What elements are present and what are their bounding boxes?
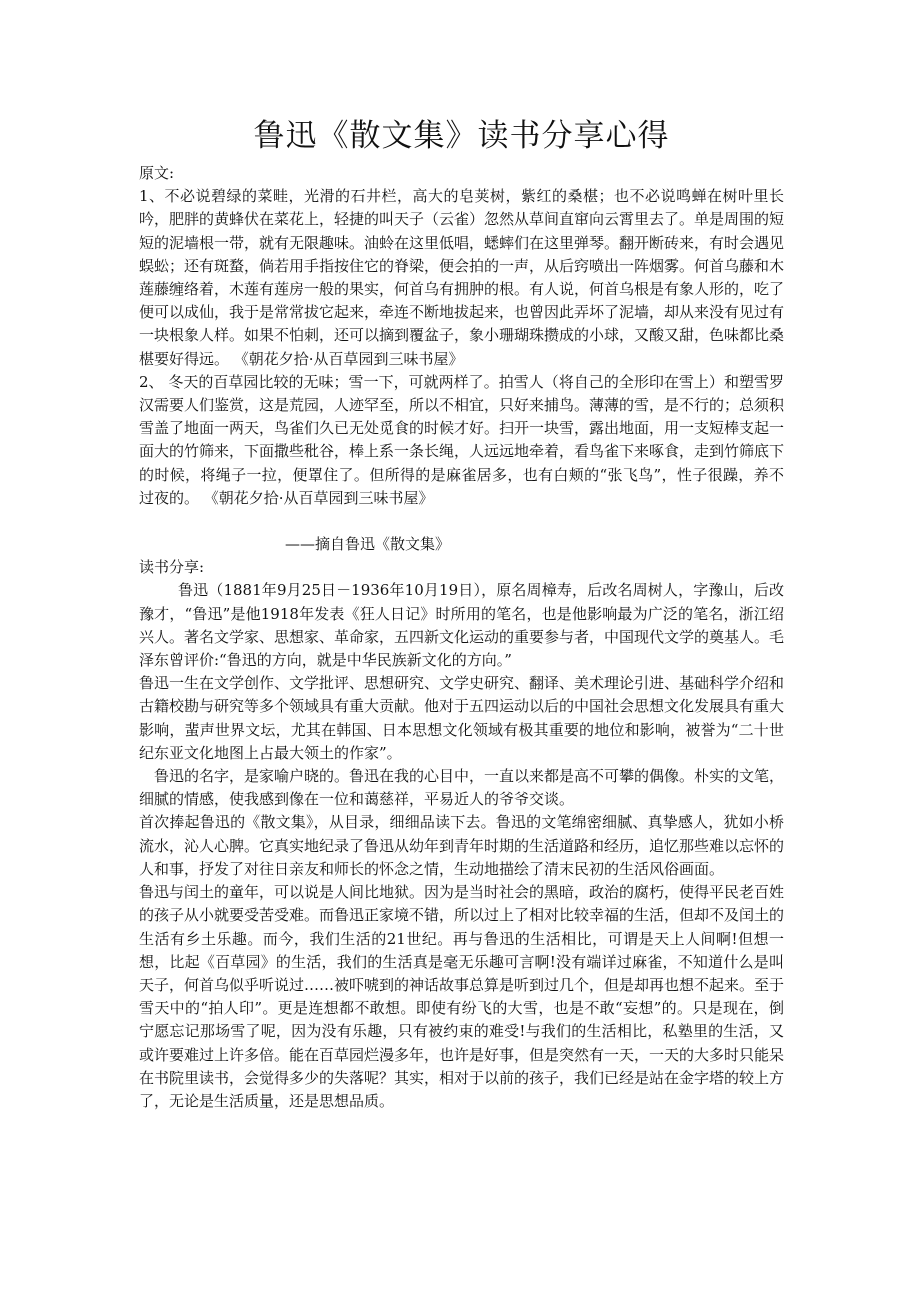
share-paragraph-2: 鲁迅一生在文学创作、文学批评、思想研究、文学史研究、翻译、美术理论引进、基础科学介绍和古籍校勘与研究等多个领域具有重大贡献。他对于五四运动以后的中国社会思想文化发展具有重大影响，蜚声世界文坛，尤其在韩国、日本思想文化领域有极其重要的地位和影响，被誉为“二十世纪东亚文化地图上占最大领土的作家”。 — [139, 674, 785, 762]
share-label: 读书分享: — [139, 558, 205, 577]
original-label: 原文: — [139, 164, 175, 182]
document-title: 鲁迅《散文集》读书分享心得 — [253, 118, 670, 154]
blank-line — [139, 510, 784, 533]
original-paragraph-1: 1、不必说碧绿的菜畦，光滑的石井栏，高大的皂荚树，紫红的桑椹；也不必说鸣蝉在树叶里长吟，肥胖的黄蜂伏在菜花上，轻捷的叫天子（云雀）忽然从草间直窜向云霄里去了。单是周围的短短的泥墙根一带，就有无限趣味。油蛉在这里低唱，蟋蟀们在这里弹琴。翻开断砖来，有时会遇见蜈蚣；还有斑蝥，倘若用手指按住它的脊梁，便会拍的一声，从后窍喷出一阵烟雾。何首乌藤和木莲藤缠络着，木莲有莲房一般的果实，何首乌有拥肿的根。有人说，何首乌根是有象人形的，吃了便可以成仙，我于是常常拔它起来，牵连不断地拔起来，也曾因此弄坏了泥墙，却从来没有见过有一块根象人样。如果不怕刺，还可以摘到覆盆子，象小珊瑚珠攒成的小球，又酸又甜，色味都比桑椹要好得远。 《朝花夕拾·从百草园到三味书屋》 — [139, 187, 785, 368]
original-paragraph-2: 2、 冬天的百草园比较的无味；雪一下，可就两样了。拍雪人（将自己的全形印在雪上）和塑雪罗汉需要人们鉴赏，这是荒园，人迹罕至，所以不相宜，只好来捕鸟。薄薄的雪，是不行的；总须积雪盖了地面一两天，鸟雀们久已无处觅食的时候才好。扫开一块雪，露出地面，用一支短棒支起一面大的竹筛来，下面撒些秕谷，棒上系一条长绳，人远远地牵着，看鸟雀下来啄食，走到竹筛底下的时候，将绳子一拉，便罩住了。但所得的是麻雀居多，也有白颊的“张飞鸟”，性子很躁，养不过夜的。 《朝花夕拾·从百草园到三味书屋》 — [139, 372, 785, 507]
share-paragraph-5: 鲁迅与闰土的童年，可以说是人间比地狱。因为是当时社会的黑暗，政治的腐朽，使得平民老百姓的孩子从小就要受苦受难。而鲁迅正家境不错，所以过上了相对比较幸福的生活，但却不及闰土的生活有乡土乐趣。而今，我们生活的21世纪。再与鲁迅的生活相比，可谓是天上人间啊!但想一想，比起《百草园》的生活，我们的生活真是毫无乐趣可言啊!没有端详过麻雀，不知道什么是叫天子，何首乌似乎听说过……被吓唬到的神话故事总算是听到过几个，但是却再也想不起来。至于雪天中的“拍人印”。更是连想都不敢想。即使有纷飞的大雪，也是不敢“妄想”的。只是现在，倒宁愿忘记那场雪了呢，因为没有乐趣，只有被约束的难受!与我们的生活相比，私塾里的生活，又或许要难过上许多倍。能在百草园烂漫多年，也许是好事，但是突然有一天，一天的大多时只能呆在书院里读书，会觉得多少的失落呢？其实，相对于以前的孩子，我们已经是站在金字塔的较上方了，无论是生活质量，还是思想品质。 — [139, 883, 785, 1110]
document-page — [139, 112, 784, 1113]
share-paragraph-4: 首次捧起鲁迅的《散文集》，从目录，细细品读下去。鲁迅的文笔绵密细腻、真挚感人，犹如小桥流水，沁人心脾。它真实地纪录了鲁迅从幼年到青年时期的生活道路和经历，追忆那些难以忘怀的人和事，抒发了对往日亲友和师长的怀念之情，生动地描绘了清末民初的生活风俗画面。 — [139, 813, 785, 878]
excerpt-source: ——摘自鲁迅《散文集》 — [285, 535, 451, 554]
share-paragraph-1: 鲁迅（1881年9月25日－1936年10月19日），原名周樟寿，后改名周树人，字豫山，后改豫才，“鲁迅”是他1918年发表《狂人日记》时所用的笔名，也是他影响最为广泛的笔名，浙江绍兴人。著名文学家、思想家、革命家，五四新文化运动的重要参与者，中国现代文学的奠基人。毛泽东曾评价:“鲁迅的方向，就是中华民族新文化的方向。” — [139, 581, 785, 670]
share-paragraph-3: 鲁迅的名字，是家喻户晓的。鲁迅在我的心目中，一直以来都是高不可攀的偶像。朴实的文笔，细腻的情感，使我感到像在一位和蔼慈祥，平易近人的爷爷交谈。 — [139, 767, 785, 809]
